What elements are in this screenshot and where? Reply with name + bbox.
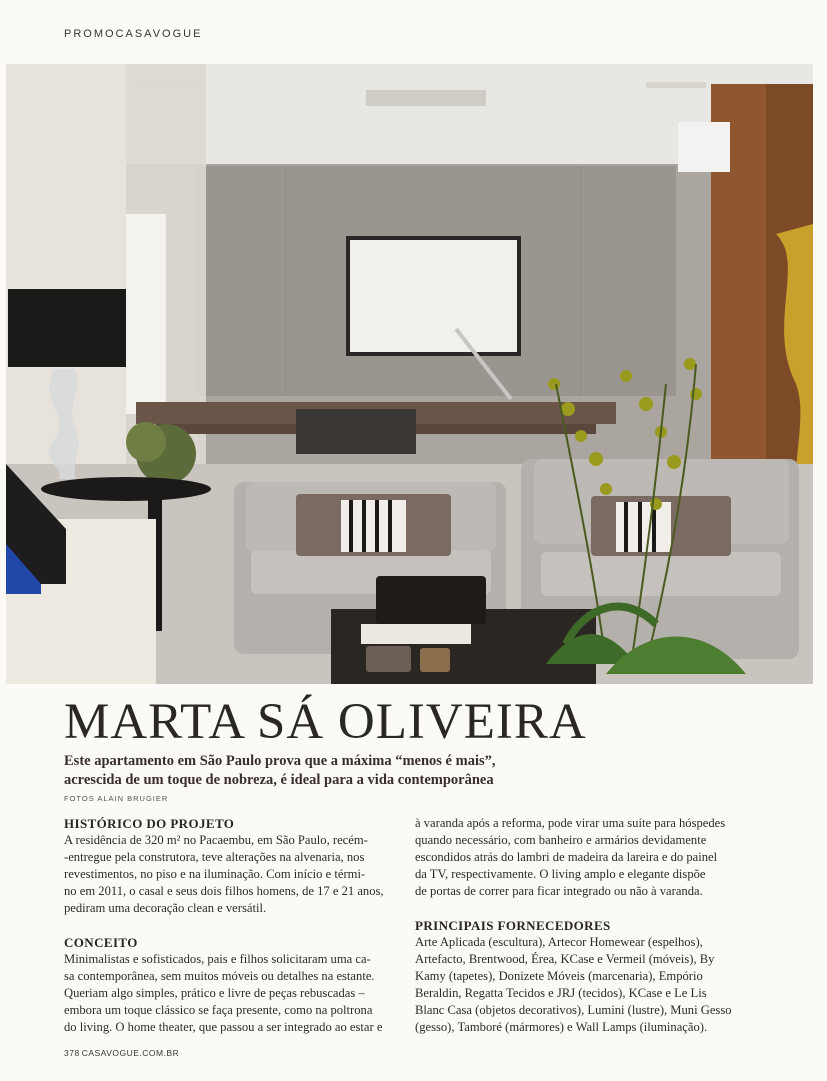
- body-line: pediram uma decoração clean e versátil.: [64, 901, 267, 915]
- body-line: A residência de 320 m² no Pacaembu, em São Paulo, recém-: [64, 833, 368, 847]
- section-heading-historico: HISTÓRICO DO PROJETO: [64, 816, 235, 831]
- body-line: Artefacto, Brentwood, Érea, KCase e Vermeil (móveis), By: [415, 952, 715, 966]
- lede-line: Este apartamento em São Paulo prova que a máxima “menos é mais”,: [64, 753, 496, 769]
- body-line: Beraldin, Regatta Tecidos e JRJ (tecidos), KCase e Le Lis: [415, 986, 707, 1000]
- right-column: [415, 815, 749, 1036]
- page-number: 378: [64, 1048, 80, 1058]
- body-line: -entregue pela construtora, teve alterações na alvenaria, nos: [64, 850, 365, 864]
- page-folio: [64, 1048, 179, 1058]
- body-line: revestimentos, no piso e na iluminação. Com início e térmi-: [64, 867, 366, 881]
- body-line: da TV, respectivamente. O living amplo e elegante dispõe: [415, 867, 706, 881]
- body-line: (gesso), Tamboré (mármores) e Wall Lamps (iluminação).: [415, 1020, 708, 1034]
- lede-line: acrescida de um toque de nobreza, é ideal para a vida contemporânea: [64, 772, 494, 788]
- body-line: escondidos atrás do lambri de madeira da lareira e do painel: [415, 850, 718, 864]
- section-heading-conceito: CONCEITO: [64, 935, 138, 950]
- body-line: do living. O home theater, que passou a ser integrado ao estar e: [64, 1020, 383, 1034]
- body-line: Queriam algo simples, prático e livre de peças rebuscadas –: [64, 986, 365, 1000]
- photo-credit: FOTOS ALAIN BRUGIER: [64, 794, 169, 803]
- article-title: MARTA SÁ OLIVEIRA: [64, 694, 587, 750]
- body-line: à varanda após a reforma, pode virar uma suíte para hóspedes: [415, 816, 726, 830]
- section-heading-fornecedores: PRINCIPAIS FORNECEDORES: [415, 918, 611, 933]
- body-line: no em 2011, o casal e seus dois filhos homens, de 17 e 21 anos,: [64, 884, 384, 898]
- body-line: sa contemporânea, sem muitos móveis ou detalhes na estante.: [64, 969, 375, 983]
- article-lede: [64, 752, 744, 790]
- living-room-photo: [6, 64, 813, 684]
- body-line: Kamy (tapetes), Donizete Móveis (marcenaria), Empório: [415, 969, 703, 983]
- site-url: CASAVOGUE.COM.BR: [81, 1048, 180, 1058]
- body-line: Minimalistas e sofisticados, pais e filhos solicitaram uma ca-: [64, 952, 371, 966]
- body-line: quando necessário, com banheiro e armários devidamente: [415, 833, 707, 847]
- body-line: de portas de correr para ficar integrado ou não à varanda.: [415, 884, 703, 898]
- body-line: Blanc Casa (objetos decorativos), Lumini (lustre), Muni Gesso: [415, 1003, 732, 1017]
- left-column: [64, 815, 398, 1036]
- body-line: Arte Aplicada (escultura), Artecor Homewear (espelhos),: [415, 935, 703, 949]
- body-line: embora um toque clássico se faça presente, como na poltrona: [64, 1003, 373, 1017]
- section-kicker: PROMOCASAVOGUE: [64, 28, 203, 40]
